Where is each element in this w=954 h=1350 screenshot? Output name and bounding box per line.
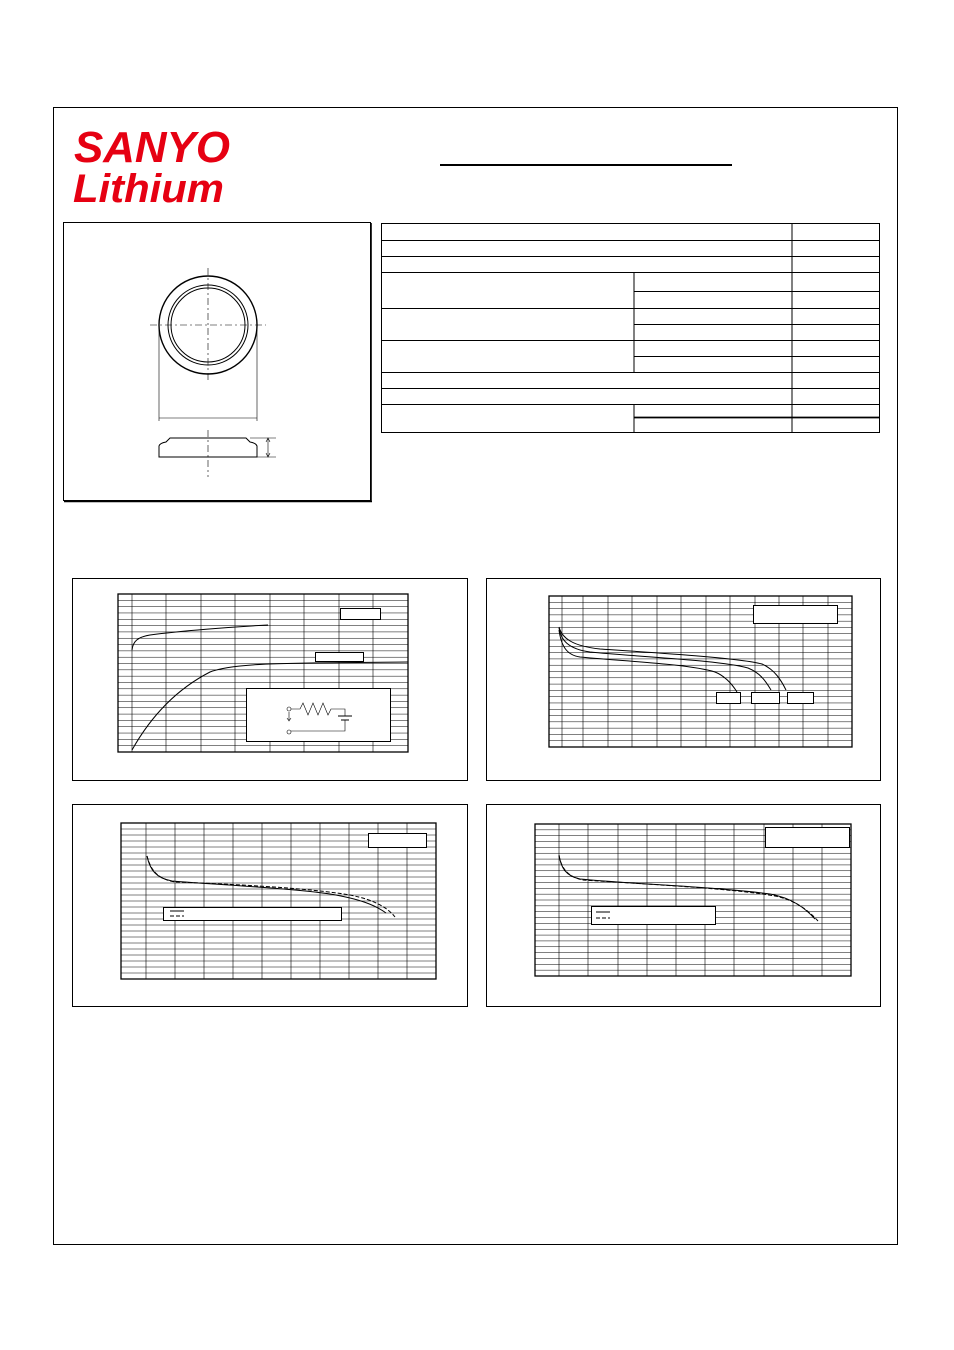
chart-2-curve-label-box-2 (752, 693, 780, 704)
chart-2-curve-label-box-1 (717, 693, 741, 704)
chart-3-curve-solid (147, 856, 386, 913)
chart-1-label-box-lower (316, 653, 364, 662)
specifications-table (381, 224, 880, 434)
test-circuit-frame (247, 689, 391, 742)
dimension-drawing (64, 223, 373, 503)
dimension-frame (64, 223, 371, 501)
chart-2-plot (559, 606, 838, 704)
chart-4-plot (559, 828, 850, 925)
test-circuit-inset (247, 689, 391, 742)
chart-1-label-box-upper (341, 609, 381, 620)
chart-3-condition-box (369, 834, 427, 848)
logo-brand: SANYO (74, 123, 230, 172)
chart-2-curve-1 (559, 630, 737, 692)
chart-3-legend-box (164, 908, 342, 921)
chart-4-legend-box (592, 907, 716, 925)
chart-4-condition-box (766, 828, 850, 848)
table-frame (382, 224, 880, 433)
chart-2-condition-box (754, 606, 838, 624)
chart-2-curve-label-box-3 (788, 693, 814, 704)
chart-1-curve-upper (132, 625, 268, 650)
logo-product: Lithium (73, 167, 224, 211)
sanyo-lithium-logo (73, 123, 230, 211)
